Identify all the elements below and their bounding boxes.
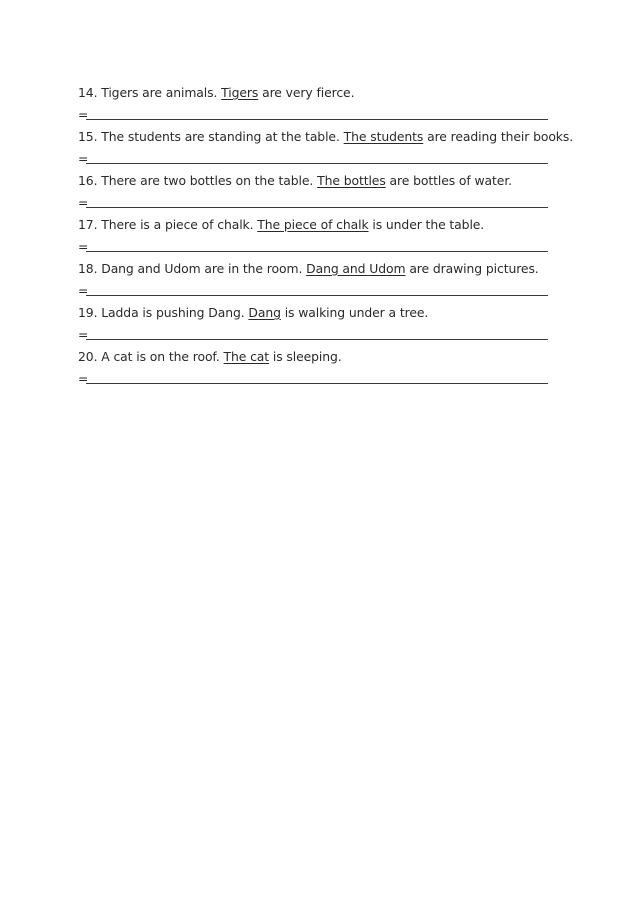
exercise-item-14 xyxy=(78,82,548,126)
underlined-subject: The bottles xyxy=(317,173,386,188)
answer-prefix: = xyxy=(78,151,89,166)
answer-line[interactable] xyxy=(78,148,548,170)
item-number: 15. xyxy=(78,129,98,144)
answer-prefix: = xyxy=(78,239,89,254)
answer-line[interactable] xyxy=(78,104,548,126)
sentence-rest: are very fierce. xyxy=(262,85,355,100)
exercise-item-16 xyxy=(78,170,548,214)
item-number: 19. xyxy=(78,305,98,320)
blank-line xyxy=(86,251,548,252)
sentence-rest: is walking under a tree. xyxy=(284,305,429,320)
blank-line xyxy=(86,383,548,384)
exercise-sentence xyxy=(78,346,548,368)
sentence-rest: are drawing pictures. xyxy=(409,261,539,276)
underlined-subject: Dang xyxy=(248,305,281,320)
context-sentence: There is a piece of chalk. xyxy=(101,217,254,232)
exercise-sentence xyxy=(78,214,548,236)
context-sentence: Ladda is pushing Dang. xyxy=(101,305,245,320)
exercise-item-19 xyxy=(78,302,548,346)
sentence-rest: are bottles of water. xyxy=(389,173,513,188)
answer-prefix: = xyxy=(78,195,89,210)
underlined-subject: Tigers xyxy=(221,85,259,100)
blank-line xyxy=(86,295,548,296)
context-sentence: There are two bottles on the table. xyxy=(101,173,314,188)
blank-line xyxy=(86,119,548,120)
sentence-rest: are reading their books. xyxy=(427,129,574,144)
context-sentence: Dang and Udom are in the room. xyxy=(101,261,303,276)
exercise-sentence xyxy=(78,170,548,192)
context-sentence: The students are standing at the table. xyxy=(101,129,340,144)
context-sentence: Tigers are animals. xyxy=(101,85,218,100)
exercise-item-15 xyxy=(78,126,574,170)
exercise-sentence xyxy=(78,258,548,280)
exercise-item-18 xyxy=(78,258,548,302)
answer-prefix: = xyxy=(78,327,89,342)
sentence-rest: is under the table. xyxy=(372,217,485,232)
exercise-sentence xyxy=(78,126,574,148)
sentence-rest: is sleeping. xyxy=(272,349,342,364)
item-number: 20. xyxy=(78,349,98,364)
underlined-subject: The piece of chalk xyxy=(257,217,369,232)
underlined-subject: The students xyxy=(343,129,424,144)
item-number: 17. xyxy=(78,217,98,232)
item-number: 14. xyxy=(78,85,98,100)
answer-line[interactable] xyxy=(78,368,548,390)
item-number: 18. xyxy=(78,261,98,276)
underlined-subject: The cat xyxy=(223,349,270,364)
answer-prefix: = xyxy=(78,371,89,386)
answer-line[interactable] xyxy=(78,280,548,302)
answer-prefix: = xyxy=(78,283,89,298)
exercise-item-20 xyxy=(78,346,548,390)
context-sentence: A cat is on the roof. xyxy=(101,349,220,364)
underlined-subject: Dang and Udom xyxy=(306,261,406,276)
blank-line xyxy=(86,339,548,340)
exercise-sentence xyxy=(78,82,548,104)
answer-line[interactable] xyxy=(78,192,548,214)
answer-prefix: = xyxy=(78,107,89,122)
answer-line[interactable] xyxy=(78,324,548,346)
blank-line xyxy=(86,163,548,164)
worksheet-page xyxy=(78,82,574,390)
blank-line xyxy=(86,207,548,208)
item-number: 16. xyxy=(78,173,98,188)
exercise-sentence xyxy=(78,302,548,324)
exercise-item-17 xyxy=(78,214,548,258)
answer-line[interactable] xyxy=(78,236,548,258)
